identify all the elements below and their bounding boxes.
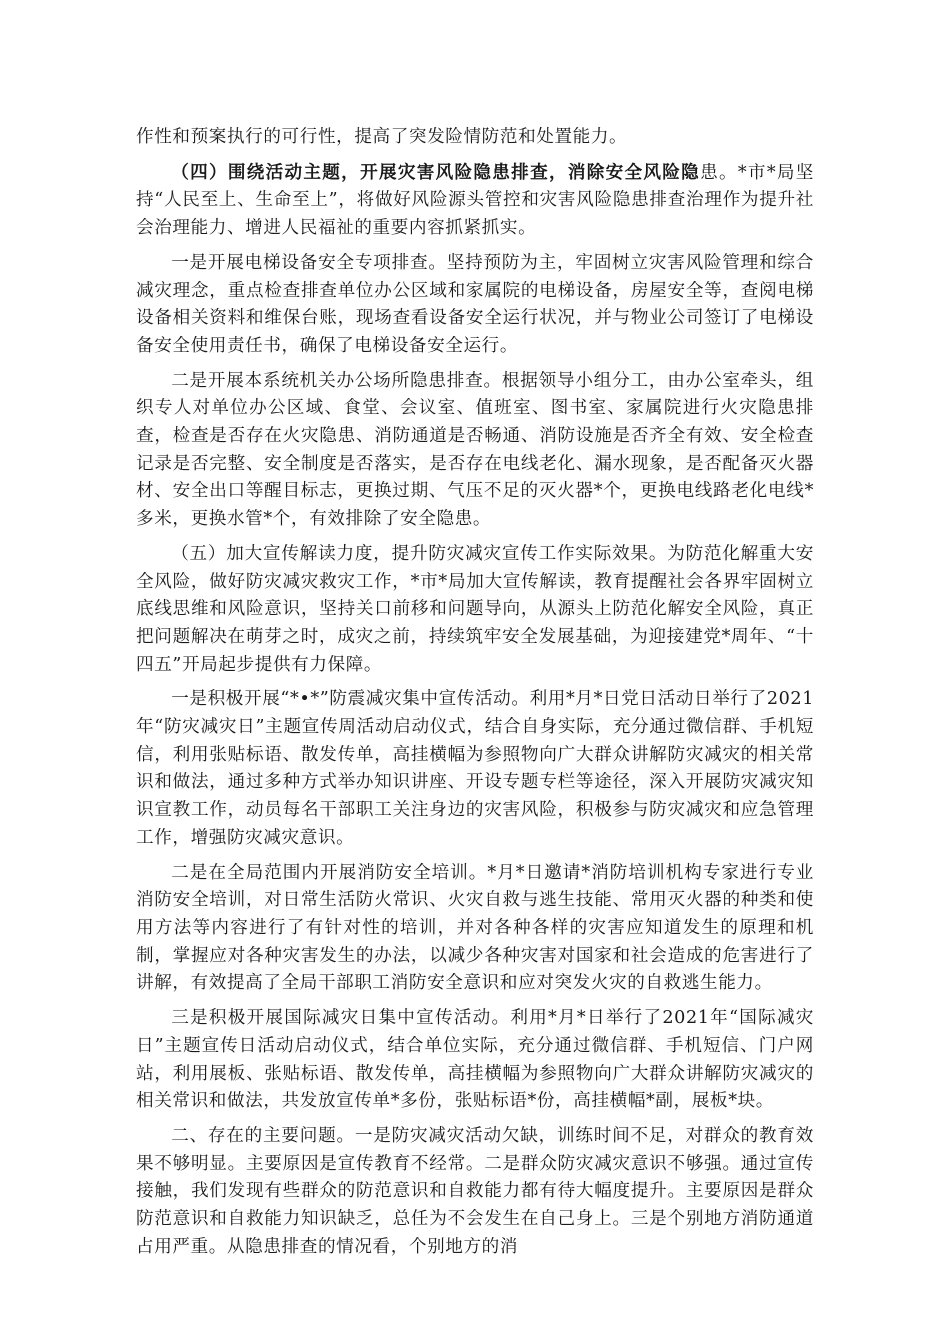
paragraph-section-four [136,159,814,243]
paragraph-earthquake-campaign: 一是积极开展“*•*”防震减灾集中宣传活动。利用*月*日党日活动日举行了2021年“防灾减灾日”主题宣传周活动启动仪式，结合自身实际，充分通过微信群、手机短信，利用张贴标语、散发传单，高挂横幅为参照物向广大群众讲解防灾减灾的相关常识和做法，通过多种方式举办知识讲座、开设专题专栏等途径，深入开展防灾减灾知识宣教工作，动员每名干部职工关注身边的灾害风险，积极参与防灾减灾和应急管理工作，增强防灾减灾意识。 [136,689,814,848]
section-four-heading: （四）围绕活动主题，开展灾害风险隐患排查，消除安全风险隐 [171,161,701,183]
paragraph-continuation: 作性和预案执行的可行性，提高了突发险情防范和处置能力。 [136,127,628,147]
paragraph-main-problems: 二、存在的主要问题。一是防灾减灾活动欠缺，训练时间不足，对群众的教育效果不够明显。主要原因是宣传教育不经常。二是群众防灾减灾意识不够强。通过宣传接触，我们发现有些群众的防范意识和自救能力都有待大幅度提升。主要原因是群众防范意识和自救能力知识缺乏，总任为不会发生在自己身上。三是个别地方消防通道占用严重。从隐患排查的情况看，个别地方的消 [136,1125,814,1257]
paragraph-office-inspection: 二是开展本系统机关办公场所隐患排查。根据领导小组分工，由办公室牵头，组织专人对单位办公区域、食堂、会议室、值班室、图书室、家属院进行火灾隐患排查，检查是否存在火灾隐患、消防通道是否畅通、消防设施是否齐全有效、安全检查记录是否完整、安全制度是否落实，是否存在电线老化、漏水现象，是否配备灭火器材、安全出口等醒目标志，更换过期、气压不足的灭火器*个，更换电线路老化电线*多米，更换水管*个，有效排除了安全隐患。 [136,370,814,530]
paragraph-section-five: （五）加大宣传解读力度，提升防灾减灾宣传工作实际效果。为防范化解重大安全风险，做好防灾减灾救灾工作，*市*局加大宣传解读，教育提醒社会各界牢固树立底线思维和风险意识，坚持关口前移和问题导向，从源头上防范化解安全风险，真正把问题解决在萌芽之时，成灾之前，持续筑牢安全发展基础，为迎接建党*周年、“十四五”开局起步提供有力保障。 [136,543,814,675]
paragraph-elevator-inspection: 一是开展电梯设备安全专项排查。坚持预防为主，牢固树立灾害风险管理和综合减灾理念，重点检查排查单位办公区域和家属院的电梯设备，房屋安全等，查阅电梯设备相关资料和维保台账，现场查看设备安全运行状况，并与物业公司签订了电梯设备安全使用责任书，确保了电梯设备安全运行。 [136,252,814,356]
paragraph-disaster-day: 三是积极开展国际减灾日集中宣传活动。利用*月*日举行了2021年“国际减灾日”主题宣传日活动启动仪式，结合单位实际，充分通过微信群、手机短信、门户网站，利用展板、张贴标语、散发传单，高挂横幅为参照物向广大群众讲解防灾减灾的相关常识和做法，共发放宣传单*多份，张贴标语*份，高挂横幅*副，展板*块。 [136,1008,814,1112]
section-four-body: 患。*市*局坚持“人民至上、生命至上”，将做好风险源头管控和灾害风险隐患排查治理作为提升社会治理能力、增进人民福祉的重要内容抓紧抓实。 [136,162,814,239]
paragraph-fire-training: 二是在全局范围内开展消防安全培训。*月*日邀请*消防培训机构专家进行专业消防安全培训，对日常生活防火常识、火灾自救与逃生技能、常用灭火器的种类和使用方法等内容进行了有针对性的培训，并对各种各样的灾害应知道发生的原理和机制，掌握应对各种灾害发生的办法，以减少各种灾害对国家和社会造成的危害进行了讲解，有效提高了全局干部职工消防安全意识和应对突发火灾的自救逃生能力。 [136,862,814,994]
